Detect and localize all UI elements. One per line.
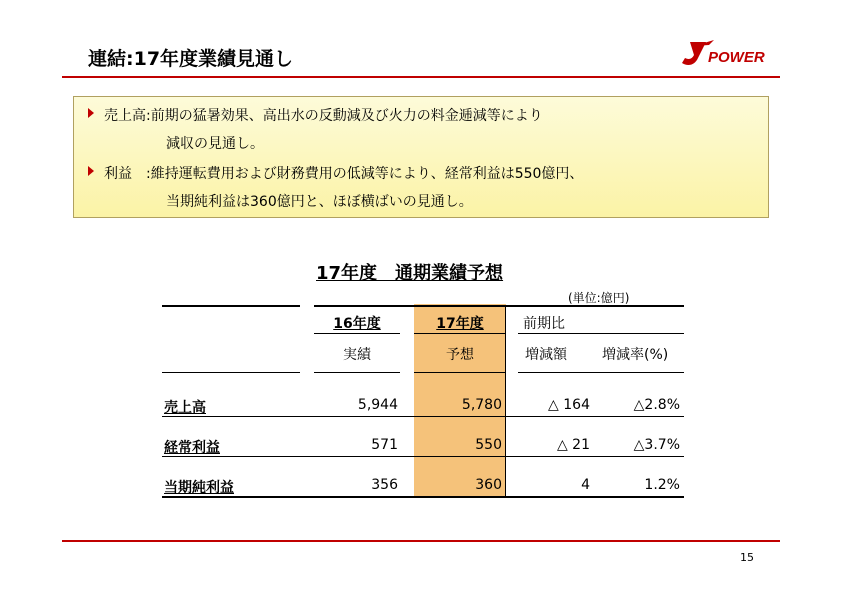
- summary-line-3: 利益 :維持運転費用および財務費用の低減等により、経常利益は550億円、: [104, 166, 584, 182]
- unit-label: (単位:億円): [568, 291, 630, 305]
- row-net-diff: 4: [581, 477, 590, 493]
- table-rule: [162, 496, 684, 498]
- summary-line-4: 当期純利益は360億円と、ほぼ横ばいの見通し。: [166, 194, 473, 210]
- footer-divider: [62, 540, 780, 542]
- table-rule: [162, 416, 684, 417]
- table-title: 17年度 通期業績予想: [316, 263, 504, 284]
- row-ordinary-rate: △3.7%: [633, 437, 680, 453]
- header-actual: 実績: [343, 347, 371, 363]
- table-rule: [314, 333, 400, 334]
- row-sales-prev: 5,944: [357, 397, 398, 413]
- bullet-icon: [88, 166, 94, 176]
- row-sales-cur: 5,780: [461, 397, 502, 413]
- summary-line-2: 減収の見通し。: [166, 136, 264, 152]
- table-rule: [314, 305, 684, 307]
- j-power-logo-icon: [676, 38, 776, 74]
- company-logo: [676, 38, 776, 74]
- title-divider: [62, 76, 780, 78]
- table-rule: [414, 372, 506, 373]
- logo-text: POWER: [708, 49, 765, 66]
- row-ordinary-prev: 571: [371, 437, 398, 453]
- row-net-rate: 1.2%: [644, 477, 680, 493]
- bullet-icon: [88, 108, 94, 118]
- row-label-net-income: 当期純利益: [164, 480, 234, 496]
- row-net-prev: 356: [371, 477, 398, 493]
- header-diff: 増減額: [525, 347, 567, 363]
- table-rule: [518, 333, 684, 334]
- header-compare: 前期比: [523, 316, 565, 332]
- table-rule: [314, 372, 400, 373]
- header-year-cur: 17年度: [436, 316, 484, 332]
- row-sales-diff: △ 164: [548, 397, 590, 413]
- page-number: 15: [740, 551, 754, 564]
- row-sales-rate: △2.8%: [633, 397, 680, 413]
- summary-line-1: 売上高:前期の猛暑効果、高出水の反動減及び火力の料金逓減等により: [104, 108, 543, 124]
- header-year-prev: 16年度: [333, 316, 381, 332]
- page-title: 連結:17年度業績見通し: [88, 48, 294, 70]
- row-ordinary-diff: △ 21: [556, 437, 590, 453]
- summary-box: [73, 96, 769, 218]
- table-rule: [518, 372, 684, 373]
- row-ordinary-cur: 550: [475, 437, 502, 453]
- table-rule: [162, 305, 300, 307]
- header-rate: 増減率(%): [602, 347, 669, 363]
- row-net-cur: 360: [475, 477, 502, 493]
- row-label-sales: 売上高: [164, 400, 206, 416]
- table-rule: [162, 456, 684, 457]
- table-rule: [162, 372, 300, 373]
- table-separator: [505, 305, 506, 497]
- table-rule: [414, 333, 506, 334]
- row-label-ordinary-income: 経常利益: [164, 440, 220, 456]
- header-forecast: 予想: [446, 347, 474, 363]
